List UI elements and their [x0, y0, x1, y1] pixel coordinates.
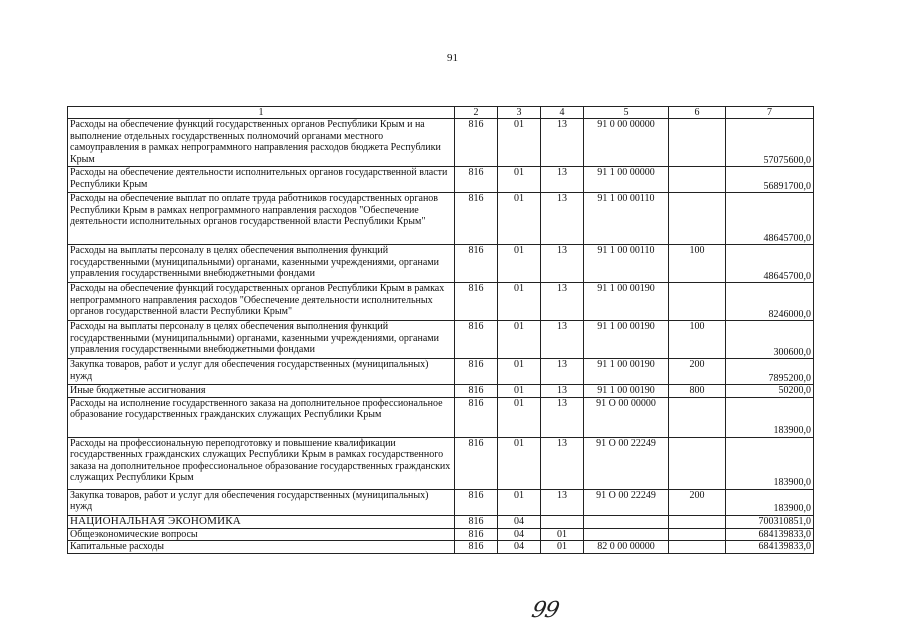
row-code-2: 816 [455, 193, 498, 245]
row-code-4: 13 [541, 119, 584, 167]
row-code-4: 13 [541, 385, 584, 398]
table-body [68, 119, 814, 554]
row-code-2: 816 [455, 541, 498, 554]
row-code-3: 04 [498, 515, 541, 528]
row-code-3: 04 [498, 541, 541, 554]
row-code-2: 816 [455, 359, 498, 385]
row-code-2: 816 [455, 167, 498, 193]
column-header-4: 4 [541, 107, 584, 119]
column-header-5: 5 [584, 107, 669, 119]
table-row [68, 359, 814, 385]
row-code-2: 816 [455, 321, 498, 359]
row-code-4: 13 [541, 397, 584, 437]
row-name: Расходы на выплаты персоналу в целях обеспечения выполнения функций государственными (муниципальными) органами, казенными учреждениями, органами управления государственными внебюджетными фондами [68, 245, 455, 283]
row-code-6 [669, 541, 726, 554]
row-code-2: 816 [455, 283, 498, 321]
table-row [68, 397, 814, 437]
row-code-4: 13 [541, 437, 584, 489]
row-code-5: 91 0 00 00000 [584, 119, 669, 167]
row-code-3: 01 [498, 119, 541, 167]
row-name: Иные бюджетные ассигнования [68, 385, 455, 398]
row-name: НАЦИОНАЛЬНАЯ ЭКОНОМИКА [68, 515, 455, 528]
row-code-5: 91 1 00 00110 [584, 245, 669, 283]
row-code-6 [669, 193, 726, 245]
table-row [68, 193, 814, 245]
row-code-2: 816 [455, 528, 498, 541]
row-amount: 684139833,0 [726, 528, 814, 541]
row-code-6 [669, 528, 726, 541]
table-row [68, 385, 814, 398]
row-code-4 [541, 515, 584, 528]
row-code-6: 200 [669, 489, 726, 515]
row-code-2: 816 [455, 489, 498, 515]
table-row [68, 489, 814, 515]
row-amount: 300600,0 [726, 321, 814, 359]
row-amount: 183900,0 [726, 437, 814, 489]
row-code-3: 01 [498, 167, 541, 193]
row-amount: 48645700,0 [726, 245, 814, 283]
table-header [68, 107, 814, 119]
row-code-4: 01 [541, 541, 584, 554]
row-code-4: 01 [541, 528, 584, 541]
row-code-5 [584, 528, 669, 541]
row-code-3: 01 [498, 385, 541, 398]
row-code-2: 816 [455, 397, 498, 437]
header-row [68, 107, 814, 119]
row-code-5: 91 1 00 00110 [584, 193, 669, 245]
row-code-3: 01 [498, 489, 541, 515]
row-code-3: 01 [498, 283, 541, 321]
column-header-1: 1 [68, 107, 455, 119]
row-code-3: 04 [498, 528, 541, 541]
table-row [68, 321, 814, 359]
row-code-4: 13 [541, 321, 584, 359]
row-code-5: 91 1 00 00190 [584, 283, 669, 321]
table-row [68, 167, 814, 193]
column-header-7: 7 [726, 107, 814, 119]
row-code-2: 816 [455, 385, 498, 398]
row-amount: 684139833,0 [726, 541, 814, 554]
row-code-6: 100 [669, 321, 726, 359]
row-code-2: 816 [455, 515, 498, 528]
row-code-5: 91 О 00 22249 [584, 437, 669, 489]
column-header-2: 2 [455, 107, 498, 119]
row-code-5: 91 1 00 00190 [584, 359, 669, 385]
row-code-3: 01 [498, 245, 541, 283]
row-amount: 700310851,0 [726, 515, 814, 528]
row-name: Расходы на профессиональную переподготовку и повышение квалификации государственных гражданских служащих Республики Крым в рамках государственного заказа на дополнительное профессиональное образование государственных гражданских служащих Республики Крым [68, 437, 455, 489]
row-name: Капитальные расходы [68, 541, 455, 554]
row-code-3: 01 [498, 397, 541, 437]
row-amount: 183900,0 [726, 489, 814, 515]
table-row [68, 437, 814, 489]
column-header-6: 6 [669, 107, 726, 119]
row-code-6: 800 [669, 385, 726, 398]
row-name: Общеэкономические вопросы [68, 528, 455, 541]
row-name: Расходы на обеспечение функций государственных органов Республики Крым в рамках непрограммного направления расходов "Обеспечение деятельности исполнительных органов государственной власти Республики Крым" [68, 283, 455, 321]
table-row [68, 515, 814, 528]
row-name: Расходы на обеспечение функций государственных органов Республики Крым и на выполнение отдельных государственных полномочий органами местного самоуправления в рамках непрограммного направления расходов бюджета Республики Крым [68, 119, 455, 167]
row-name: Закупка товаров, работ и услуг для обеспечения государственных (муниципальных) нужд [68, 359, 455, 385]
row-amount: 7895200,0 [726, 359, 814, 385]
row-code-4: 13 [541, 167, 584, 193]
row-code-6 [669, 397, 726, 437]
row-code-6 [669, 283, 726, 321]
row-code-2: 816 [455, 119, 498, 167]
row-name: Расходы на выплаты персоналу в целях обеспечения выполнения функций государственными (муниципальными) органами, казенными учреждениями, органами управления государственными внебюджетными фондами [68, 321, 455, 359]
row-code-4: 13 [541, 283, 584, 321]
table-row [68, 283, 814, 321]
row-code-6: 200 [669, 359, 726, 385]
row-amount: 8246000,0 [726, 283, 814, 321]
row-name: Закупка товаров, работ и услуг для обеспечения государственных (муниципальных) нужд [68, 489, 455, 515]
row-code-6 [669, 437, 726, 489]
row-code-2: 816 [455, 245, 498, 283]
row-code-6: 100 [669, 245, 726, 283]
row-code-6 [669, 515, 726, 528]
row-code-5 [584, 515, 669, 528]
row-name: Расходы на обеспечение деятельности исполнительных органов государственной власти Республики Крым [68, 167, 455, 193]
row-code-4: 13 [541, 193, 584, 245]
row-code-3: 01 [498, 359, 541, 385]
row-code-5: 91 О 00 22249 [584, 489, 669, 515]
row-code-5: 91 О 00 00000 [584, 397, 669, 437]
row-code-5: 82 0 00 00000 [584, 541, 669, 554]
row-name: Расходы на обеспечение выплат по оплате труда работников государственных органов Республики Крым в рамках непрограммного направления расходов "Обеспечение деятельности исполнительных органов государственной власти Республики Крым" [68, 193, 455, 245]
row-code-5: 91 1 00 00000 [584, 167, 669, 193]
row-code-3: 01 [498, 193, 541, 245]
row-amount: 57075600,0 [726, 119, 814, 167]
table-row [68, 119, 814, 167]
row-code-4: 13 [541, 245, 584, 283]
table-row [68, 245, 814, 283]
row-amount: 48645700,0 [726, 193, 814, 245]
row-code-3: 01 [498, 321, 541, 359]
row-code-4: 13 [541, 359, 584, 385]
row-amount: 56891700,0 [726, 167, 814, 193]
row-code-2: 816 [455, 437, 498, 489]
row-code-4: 13 [541, 489, 584, 515]
row-name: Расходы на исполнение государственного заказа на дополнительное профессиональное образование государственных гражданских служащих Республики Крым [68, 397, 455, 437]
handwritten-page-mark: 99 [529, 598, 561, 623]
table-row [68, 528, 814, 541]
column-header-3: 3 [498, 107, 541, 119]
page-number: 91 [447, 52, 458, 64]
row-code-3: 01 [498, 437, 541, 489]
table-row [68, 541, 814, 554]
row-amount: 50200,0 [726, 385, 814, 398]
row-code-6 [669, 119, 726, 167]
row-code-5: 91 1 00 00190 [584, 321, 669, 359]
budget-table [67, 106, 814, 554]
row-amount: 183900,0 [726, 397, 814, 437]
row-code-5: 91 1 00 00190 [584, 385, 669, 398]
row-code-6 [669, 167, 726, 193]
